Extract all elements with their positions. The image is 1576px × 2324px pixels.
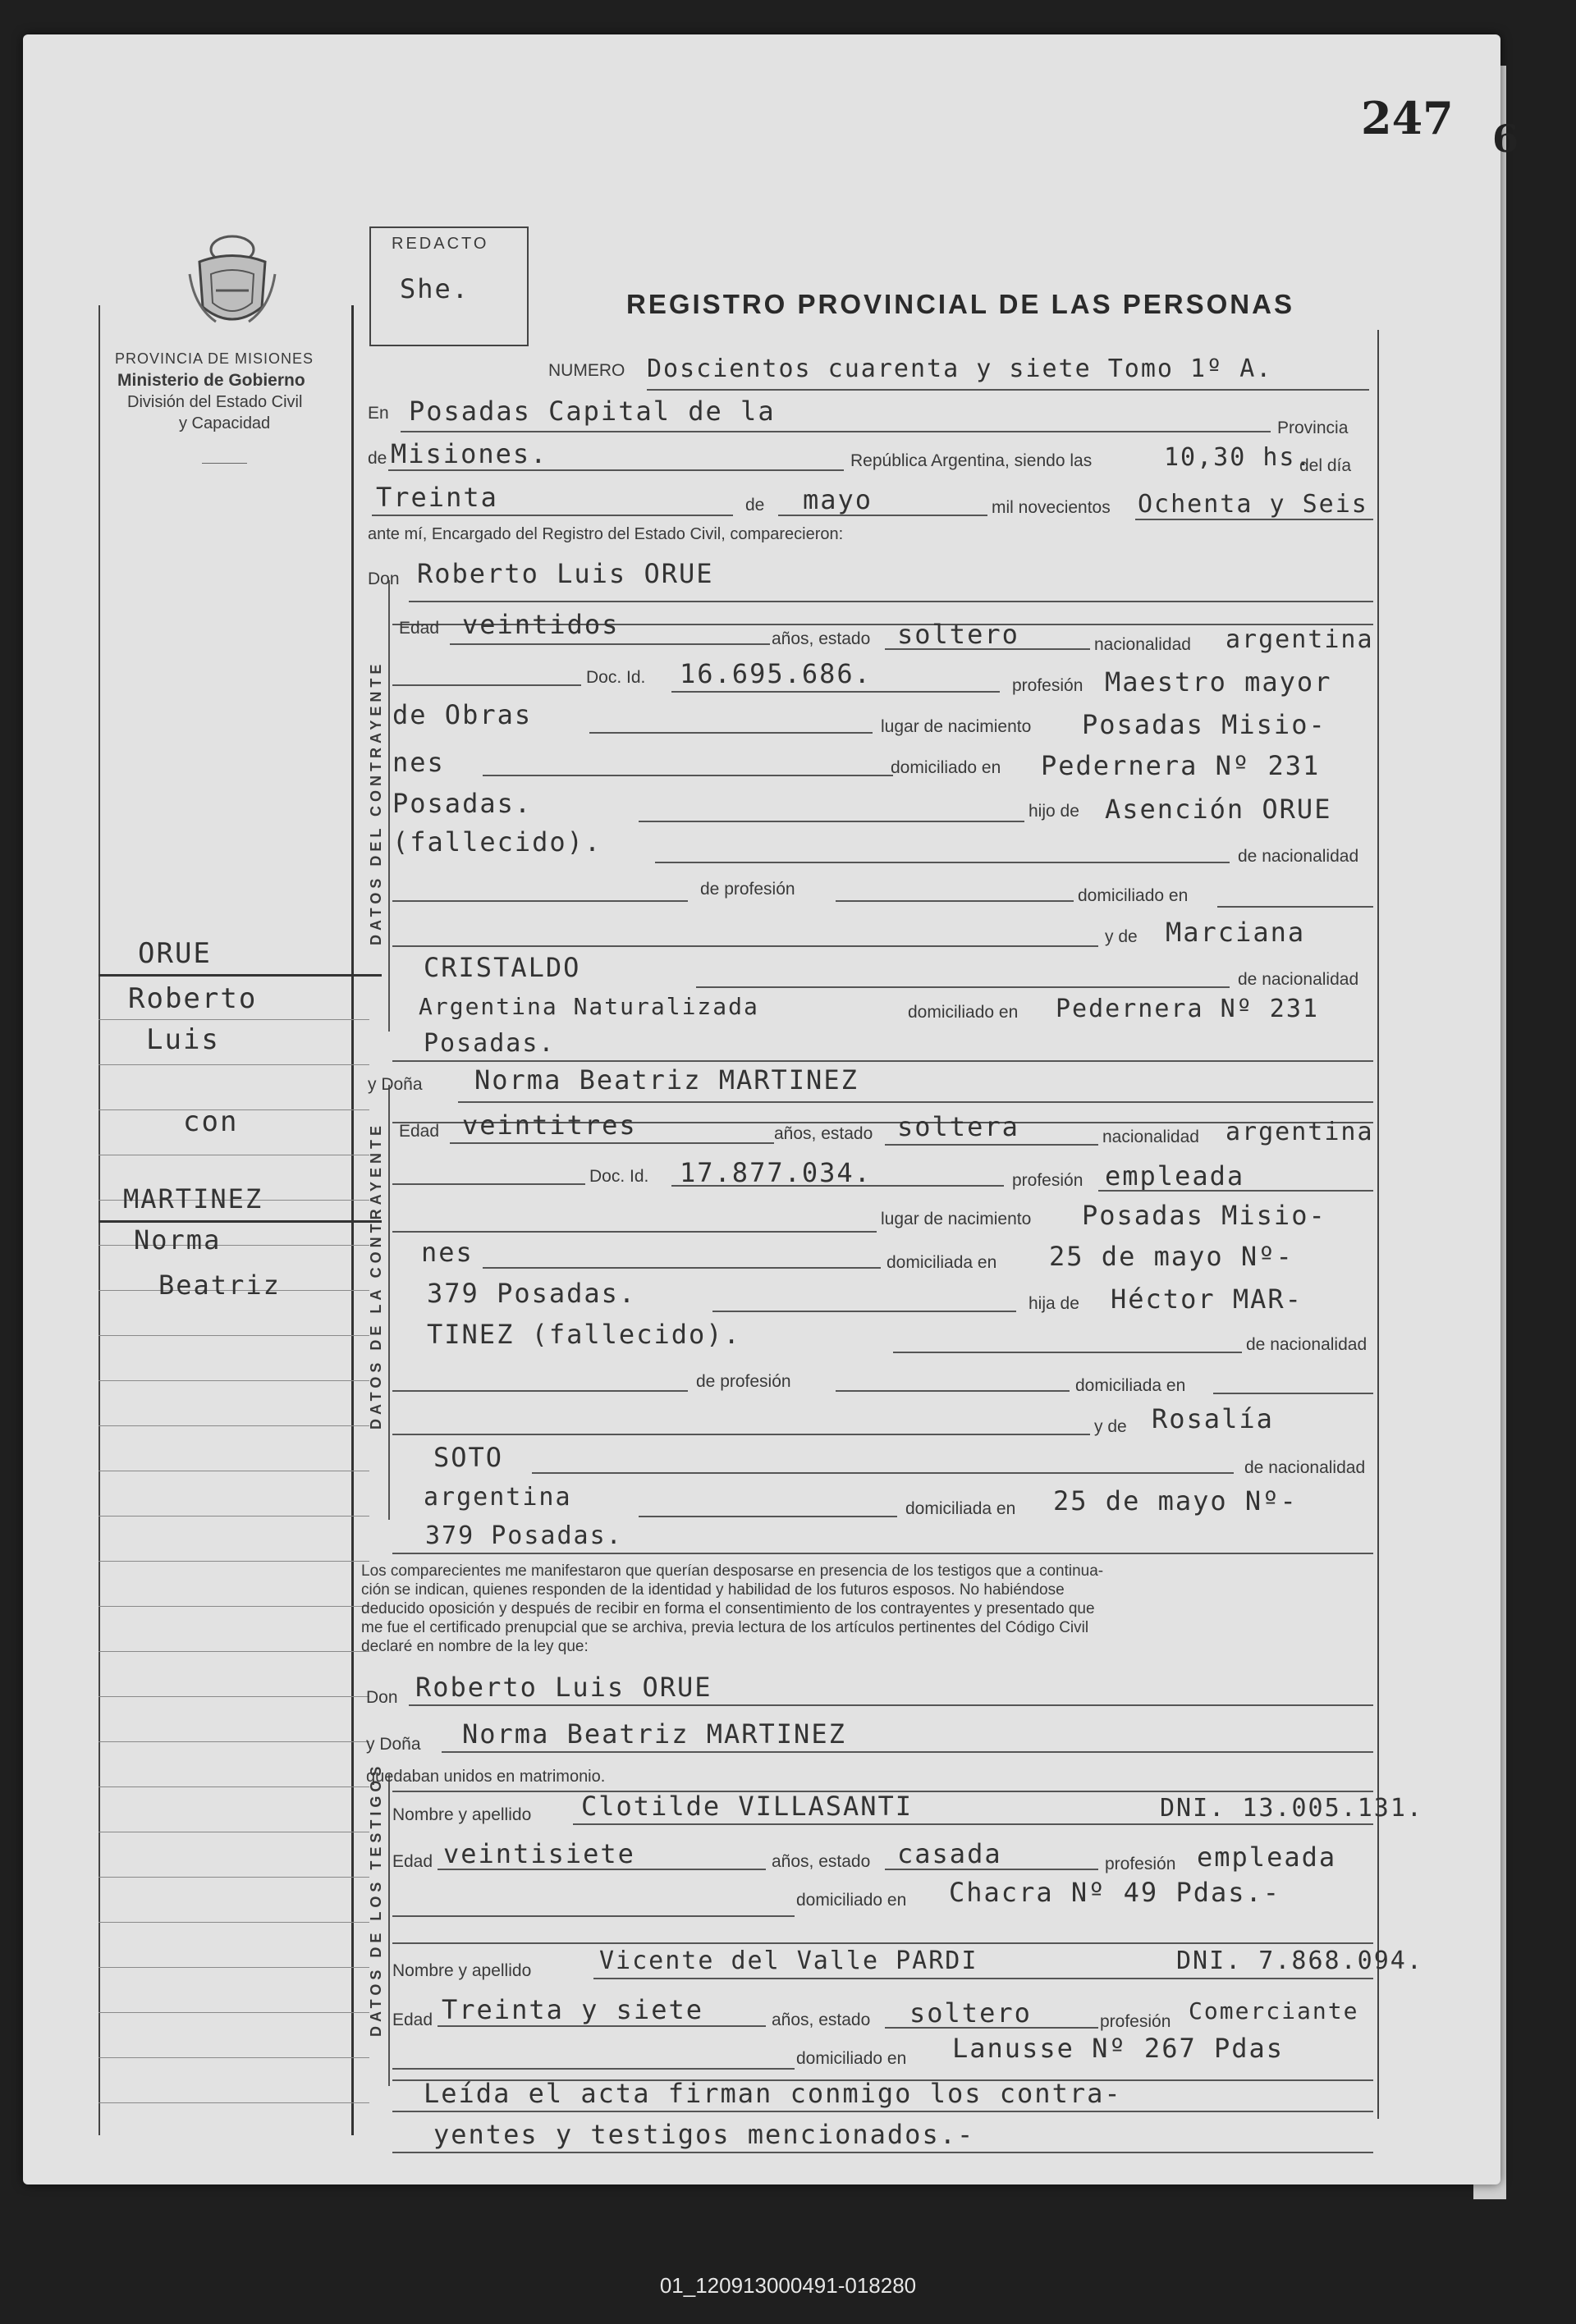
decl-unidos: quedaban unidos en matrimonio.	[366, 1768, 606, 1786]
scan-identifier: 01_120913000491-018280	[659, 2273, 917, 2298]
bride-padre-1: Héctor MAR-	[1111, 1283, 1303, 1315]
groom-de-nac-label: de nacionalidad	[1238, 847, 1359, 866]
w1-prof-label: profesión	[1105, 1855, 1176, 1873]
bride-doc-label: Doc. Id.	[589, 1167, 649, 1186]
groom-estado-label: años, estado	[772, 629, 871, 648]
de-label: de	[368, 449, 387, 468]
groom-hijo-label: hijo de	[1029, 802, 1079, 821]
bride-de-nac-label: de nacionalidad	[1246, 1335, 1368, 1354]
issuer-line-3: División del Estado Civil	[127, 393, 303, 411]
groom-edad-label: Edad	[399, 619, 440, 638]
bride-edad: veintitres	[462, 1109, 637, 1141]
bride-lugar-1: Posadas Misio-	[1082, 1200, 1326, 1231]
bride-lugar-label: lugar de nacimiento	[881, 1210, 1032, 1228]
w2-prof-label: profesión	[1100, 2012, 1171, 2031]
folio-secondary: 6	[1492, 117, 1519, 161]
margin-surname-2: MARTINEZ	[123, 1183, 263, 1215]
groom-madre-nac-label: de nacionalidad	[1238, 970, 1359, 989]
coat-of-arms-seal	[183, 225, 282, 340]
w2-dom-label: domiciliado en	[796, 2049, 907, 2068]
decl-don-label: Don	[366, 1688, 398, 1707]
bride-madre-dom-label: domiciliada en	[905, 1499, 1016, 1518]
w2-profesion: Comerciante	[1189, 1997, 1359, 2024]
bride-profesion: empleada	[1105, 1160, 1245, 1192]
bride-edad-label: Edad	[399, 1122, 440, 1141]
groom-dom-label: domiciliado en	[891, 758, 1001, 777]
bride-section-label: DATOS DE LA CONTRAYENTE	[368, 1121, 384, 1430]
bride-nacionalidad: argentina	[1226, 1118, 1374, 1146]
groom-name: Roberto Luis ORUE	[417, 558, 714, 589]
groom-section-rule	[388, 580, 390, 1032]
declaration-line-4: me fue el certificado prenupcial que se archiva, previa lectura de los artículos pertinentes del Código Civil	[361, 1619, 1089, 1636]
groom-lugar-1: Posadas Misio-	[1082, 709, 1326, 740]
redacto-label: REDACTO	[392, 235, 489, 253]
closing-line-2: yentes y testigos mencionados.-	[433, 2119, 975, 2150]
bride-dom-label: domiciliada en	[886, 1253, 997, 1272]
groom-domicilio-2: Posadas.	[392, 788, 533, 819]
bride-madre-nac-label: de nacionalidad	[1244, 1458, 1366, 1477]
w2-nombre: Vicente del Valle PARDI	[599, 1947, 978, 1975]
witness-section-rule	[388, 1774, 390, 2086]
mes-value: mayo	[803, 484, 873, 515]
bride-padre-2: TINEZ (fallecido).	[427, 1319, 741, 1350]
groom-doc-label: Doc. Id.	[586, 668, 646, 687]
bride-lugar-2: nes	[421, 1237, 474, 1268]
w1-estado-label: años, estado	[772, 1852, 871, 1871]
declaration-line-5: declaré en nombre de la ley que:	[361, 1638, 589, 1655]
groom-profesion-2: de Obras	[392, 699, 533, 730]
decl-dona-label: y Doña	[366, 1735, 421, 1754]
issuer-line-1: PROVINCIA DE MISIONES	[115, 350, 314, 367]
bride-section-rule	[388, 1085, 390, 1520]
redacto-value: She.	[400, 273, 470, 304]
bride-de-prof-label: de profesión	[696, 1372, 791, 1391]
w1-domicilio: Chacra Nº 49 Pdas.-	[949, 1877, 1281, 1908]
w2-estado-label: años, estado	[772, 2011, 871, 2029]
issuer-rule	[202, 463, 247, 464]
folio-number: 247	[1361, 92, 1454, 144]
provincia-value: Misiones.	[391, 438, 548, 469]
bride-madre-1: Rosalía	[1152, 1403, 1274, 1434]
decl-dona: Norma Beatriz MARTINEZ	[462, 1718, 846, 1750]
issuer-line-4: y Capacidad	[179, 414, 271, 432]
de-mes-label: de	[745, 496, 765, 515]
w2-domicilio: Lanusse Nº 267 Pdas	[952, 2033, 1285, 2064]
bride-domicilio-2: 379 Posadas.	[427, 1278, 637, 1309]
ante-mi-text: ante mí, Encargado del Registro del Estado Civil, comparecieron:	[368, 525, 844, 543]
margin-name-1b: Luis	[146, 1023, 220, 1056]
bride-madre-domicilio-1: 25 de mayo Nº-	[1053, 1485, 1298, 1517]
dona-label: y Doña	[368, 1075, 423, 1094]
issuer-line-2: Ministerio de Gobierno	[117, 371, 305, 390]
bride-hija-label: hija de	[1029, 1294, 1079, 1313]
w1-profesion: empleada	[1197, 1841, 1337, 1873]
bride-estado: soltera	[897, 1111, 1019, 1142]
w1-edad-label: Edad	[392, 1852, 433, 1871]
provincia-label: Provincia	[1277, 419, 1349, 437]
w2-nombre-label: Nombre y apellido	[392, 1961, 532, 1980]
bride-prof-label: profesión	[1012, 1171, 1084, 1190]
republica-label: República Argentina, siendo las	[850, 451, 1093, 470]
groom-nac-label: nacionalidad	[1094, 635, 1191, 654]
w1-nombre: Clotilde VILLASANTI	[581, 1791, 914, 1822]
bride-y-de-label: y de	[1094, 1417, 1127, 1436]
bride-madre-2: SOTO	[433, 1442, 504, 1473]
groom-madre-dom-label: domiciliado en	[908, 1003, 1019, 1022]
bride-name: Norma Beatriz MARTINEZ	[474, 1064, 859, 1096]
groom-doc: 16.695.686.	[680, 658, 872, 689]
anio-value: Ochenta y Seis	[1138, 490, 1368, 519]
bride-nac-label: nacionalidad	[1102, 1128, 1199, 1146]
groom-dom2-label: domiciliado en	[1078, 886, 1189, 905]
groom-lugar-label: lugar de nacimiento	[881, 717, 1032, 736]
en-value: Posadas Capital de la	[409, 396, 776, 427]
bride-estado-label: años, estado	[774, 1124, 873, 1143]
main-right-rule	[1377, 330, 1379, 2119]
dia-value: Treinta	[376, 482, 498, 513]
numero-value: Doscientos cuarenta y siete Tomo 1º A.	[647, 355, 1273, 383]
groom-madre-1: Marciana	[1166, 917, 1306, 948]
margin-con: con	[183, 1105, 239, 1138]
groom-madre-domicilio-2: Posadas.	[424, 1029, 556, 1058]
groom-nacionalidad: argentina	[1226, 625, 1374, 654]
page-title: REGISTRO PROVINCIAL DE LAS PERSONAS	[626, 289, 1294, 319]
groom-estado: soltero	[897, 619, 1019, 650]
margin-surname-1: ORUE	[138, 937, 212, 970]
w1-doc: DNI. 13.005.131.	[1160, 1794, 1423, 1823]
redacto-box	[369, 226, 529, 346]
groom-prof-label: profesión	[1012, 676, 1084, 695]
groom-madre-domicilio-1: Pedernera Nº 231	[1056, 995, 1319, 1023]
witness-section-label: DATOS DE LOS TESTIGOS	[368, 1762, 384, 2037]
groom-lugar-2: nes	[392, 747, 445, 778]
w1-nombre-label: Nombre y apellido	[392, 1805, 532, 1824]
mil-label: mil novecientos	[992, 498, 1111, 517]
en-label: En	[368, 404, 389, 423]
bride-madre-nacionalidad: argentina	[424, 1483, 572, 1512]
declaration-line-3: deducido oposición y después de recibir en forma el consentimiento de los contrayentes y presentado que	[361, 1600, 1095, 1617]
register-page	[23, 34, 1519, 2184]
declaration-line-2: ción se indican, quienes responden de la identidad y habilidad de los futuros esposos. No habiéndose	[361, 1581, 1065, 1599]
w1-estado: casada	[897, 1838, 1002, 1869]
w1-dom-label: domiciliado en	[796, 1891, 907, 1910]
w2-estado: soltero	[909, 1997, 1032, 2029]
w2-doc: DNI. 7.868.094.	[1176, 1947, 1423, 1975]
margin-name-1a: Roberto	[128, 982, 258, 1015]
bride-domicilio-1: 25 de mayo Nº-	[1049, 1241, 1294, 1272]
groom-edad: veintidos	[462, 609, 620, 640]
groom-padre-1: Asención ORUE	[1105, 794, 1332, 825]
groom-section-label: DATOS DEL CONTRAYENTE	[368, 660, 384, 945]
margin-name-2a: Norma	[134, 1224, 222, 1256]
bride-doc: 17.877.034.	[680, 1157, 872, 1188]
groom-y-de-label: y de	[1105, 927, 1138, 946]
groom-domicilio-1: Pedernera Nº 231	[1041, 750, 1321, 781]
bride-madre-domicilio-2: 379 Posadas.	[425, 1521, 623, 1550]
del-dia-label: del día	[1299, 456, 1352, 475]
groom-madre-2: CRISTALDO	[424, 952, 581, 983]
groom-padre-2: (fallecido).	[392, 826, 602, 858]
decl-don: Roberto Luis ORUE	[415, 1672, 712, 1703]
groom-de-prof-label: de profesión	[700, 880, 795, 899]
hora-value: 10,30 hs.	[1164, 443, 1313, 472]
groom-profesion-1: Maestro mayor	[1105, 666, 1332, 698]
margin-name-2b: Beatriz	[158, 1270, 281, 1301]
closing-line-1: Leída el acta firman conmigo los contra-	[424, 2078, 1122, 2109]
w1-edad: veintisiete	[443, 1838, 635, 1869]
declaration-line-1: Los comparecientes me manifestaron que querían desposarse en presencia de los testigos que a continua-	[361, 1562, 1104, 1580]
bride-dom2-label: domiciliada en	[1075, 1376, 1186, 1395]
w2-edad-label: Edad	[392, 2011, 433, 2029]
don-label: Don	[368, 570, 400, 588]
numero-label: NUMERO	[548, 361, 625, 380]
groom-madre-nacionalidad: Argentina Naturalizada	[419, 993, 759, 1020]
w2-edad: Treinta y siete	[442, 1994, 703, 2025]
